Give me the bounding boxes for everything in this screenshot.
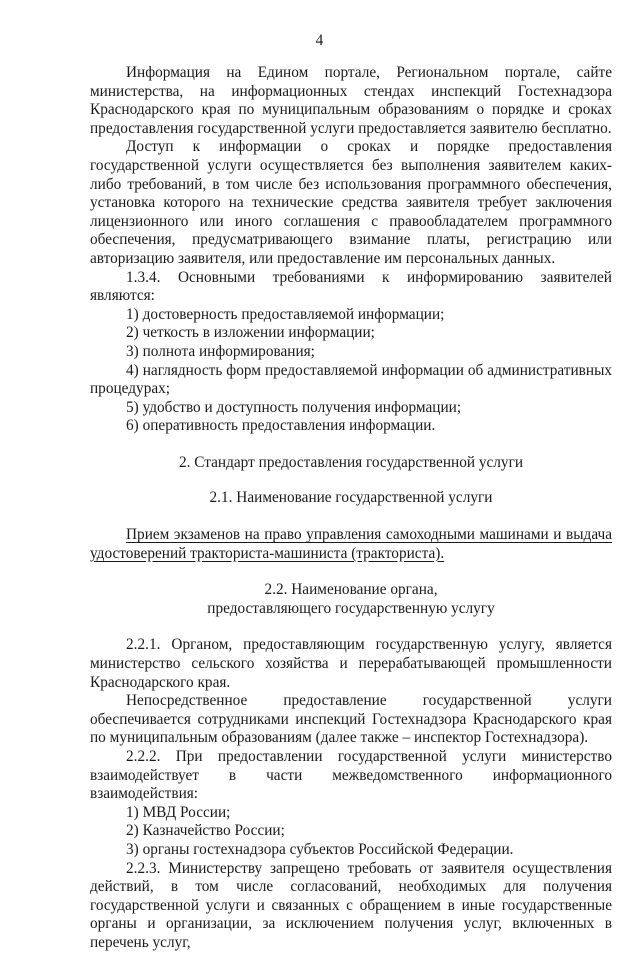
service-name-text: Прием экзаменов на право управления самоходными машинами и выдача удостоверений тракториста-машиниста (тракториста). — [90, 526, 612, 562]
section-heading-2: 2. Стандарт предоставления государственной услуги — [178, 453, 524, 471]
requirement-item: 2) четкость в изложении информации; — [126, 324, 375, 342]
agency-item: 2) Казначейство России; — [126, 822, 285, 840]
section-heading-2-2-line1: 2.2. Наименование органа, — [264, 581, 438, 599]
requirement-item: 4) наглядность форм предоставляемой информации об административных процедурах; — [90, 361, 612, 398]
requirement-item: 3) полнота информирования; — [126, 342, 315, 360]
paragraph-2-2-3: 2.2.3. Министерству запрещено требовать от заявителя осуществления действий, в том числе согласований, необходимых для получения государственной услуги и связанных с обращением в иные государственные органы и организации, за исключением получения услуг, включенных в перечень услуг, — [90, 859, 612, 951]
section-heading-2-1: 2.1. Наименование государственной услуги — [209, 489, 493, 507]
paragraph-service-name — [90, 526, 612, 563]
requirement-item: 1) достоверность предоставляемой информации; — [126, 305, 445, 323]
paragraph-2-2-1: 2.2.1. Органом, предоставляющим государственную услугу, является министерство сельского хозяйства и перерабатывающей промышленности Краснодарского края. — [90, 636, 612, 691]
section-heading-2-2-line2: предоставляющего государственную услугу — [207, 599, 495, 617]
paragraph-info-free: Информация на Едином портале, Региональном портале, сайте министерства, на информационных стендах инспекций Гостехнадзора Краснодарского края по муниципальным образованиям о порядке и сроках предоставления государственной услуги предоставляется заявителю бесплатно. — [90, 64, 612, 137]
agency-item: 3) органы гостехнадзора субъектов Российской Федерации. — [126, 840, 514, 858]
paragraph-requirements-intro: 1.3.4. Основными требованиями к информированию заявителей являются: — [90, 268, 612, 305]
agency-item: 1) МВД России; — [126, 803, 231, 821]
requirement-item: 6) оперативность предоставления информации. — [126, 417, 436, 435]
requirement-item: 5) удобство и доступность получения информации; — [126, 398, 462, 416]
paragraph-access: Доступ к информации о сроках и порядке предоставления государственной услуги осуществляется без выполнения заявителем каких-либо требований, в том числе без использования программного обеспечения, установка которого на технические средства заявителя требует заключения лицензионного или иного соглашения с правообладателем программного обеспечения, предусматривающего взимание платы, регистрацию или авторизацию заявителя, или предоставление им персональных данных. — [90, 138, 612, 267]
paragraph-2-2-2: 2.2.2. При предоставлении государственной услуги министерство взаимодействует в части межведомственного информационного взаимодействия: — [90, 748, 612, 803]
paragraph-direct-provision: Непосредственное предоставление государственной услуги обеспечивается сотрудниками инспекций Гостехнадзора Краснодарского края по муниципальным образованиям (далее также – инспектор Гостехнадзора). — [90, 692, 612, 747]
document-body — [90, 64, 612, 953]
page-number: 4 — [315, 32, 324, 49]
